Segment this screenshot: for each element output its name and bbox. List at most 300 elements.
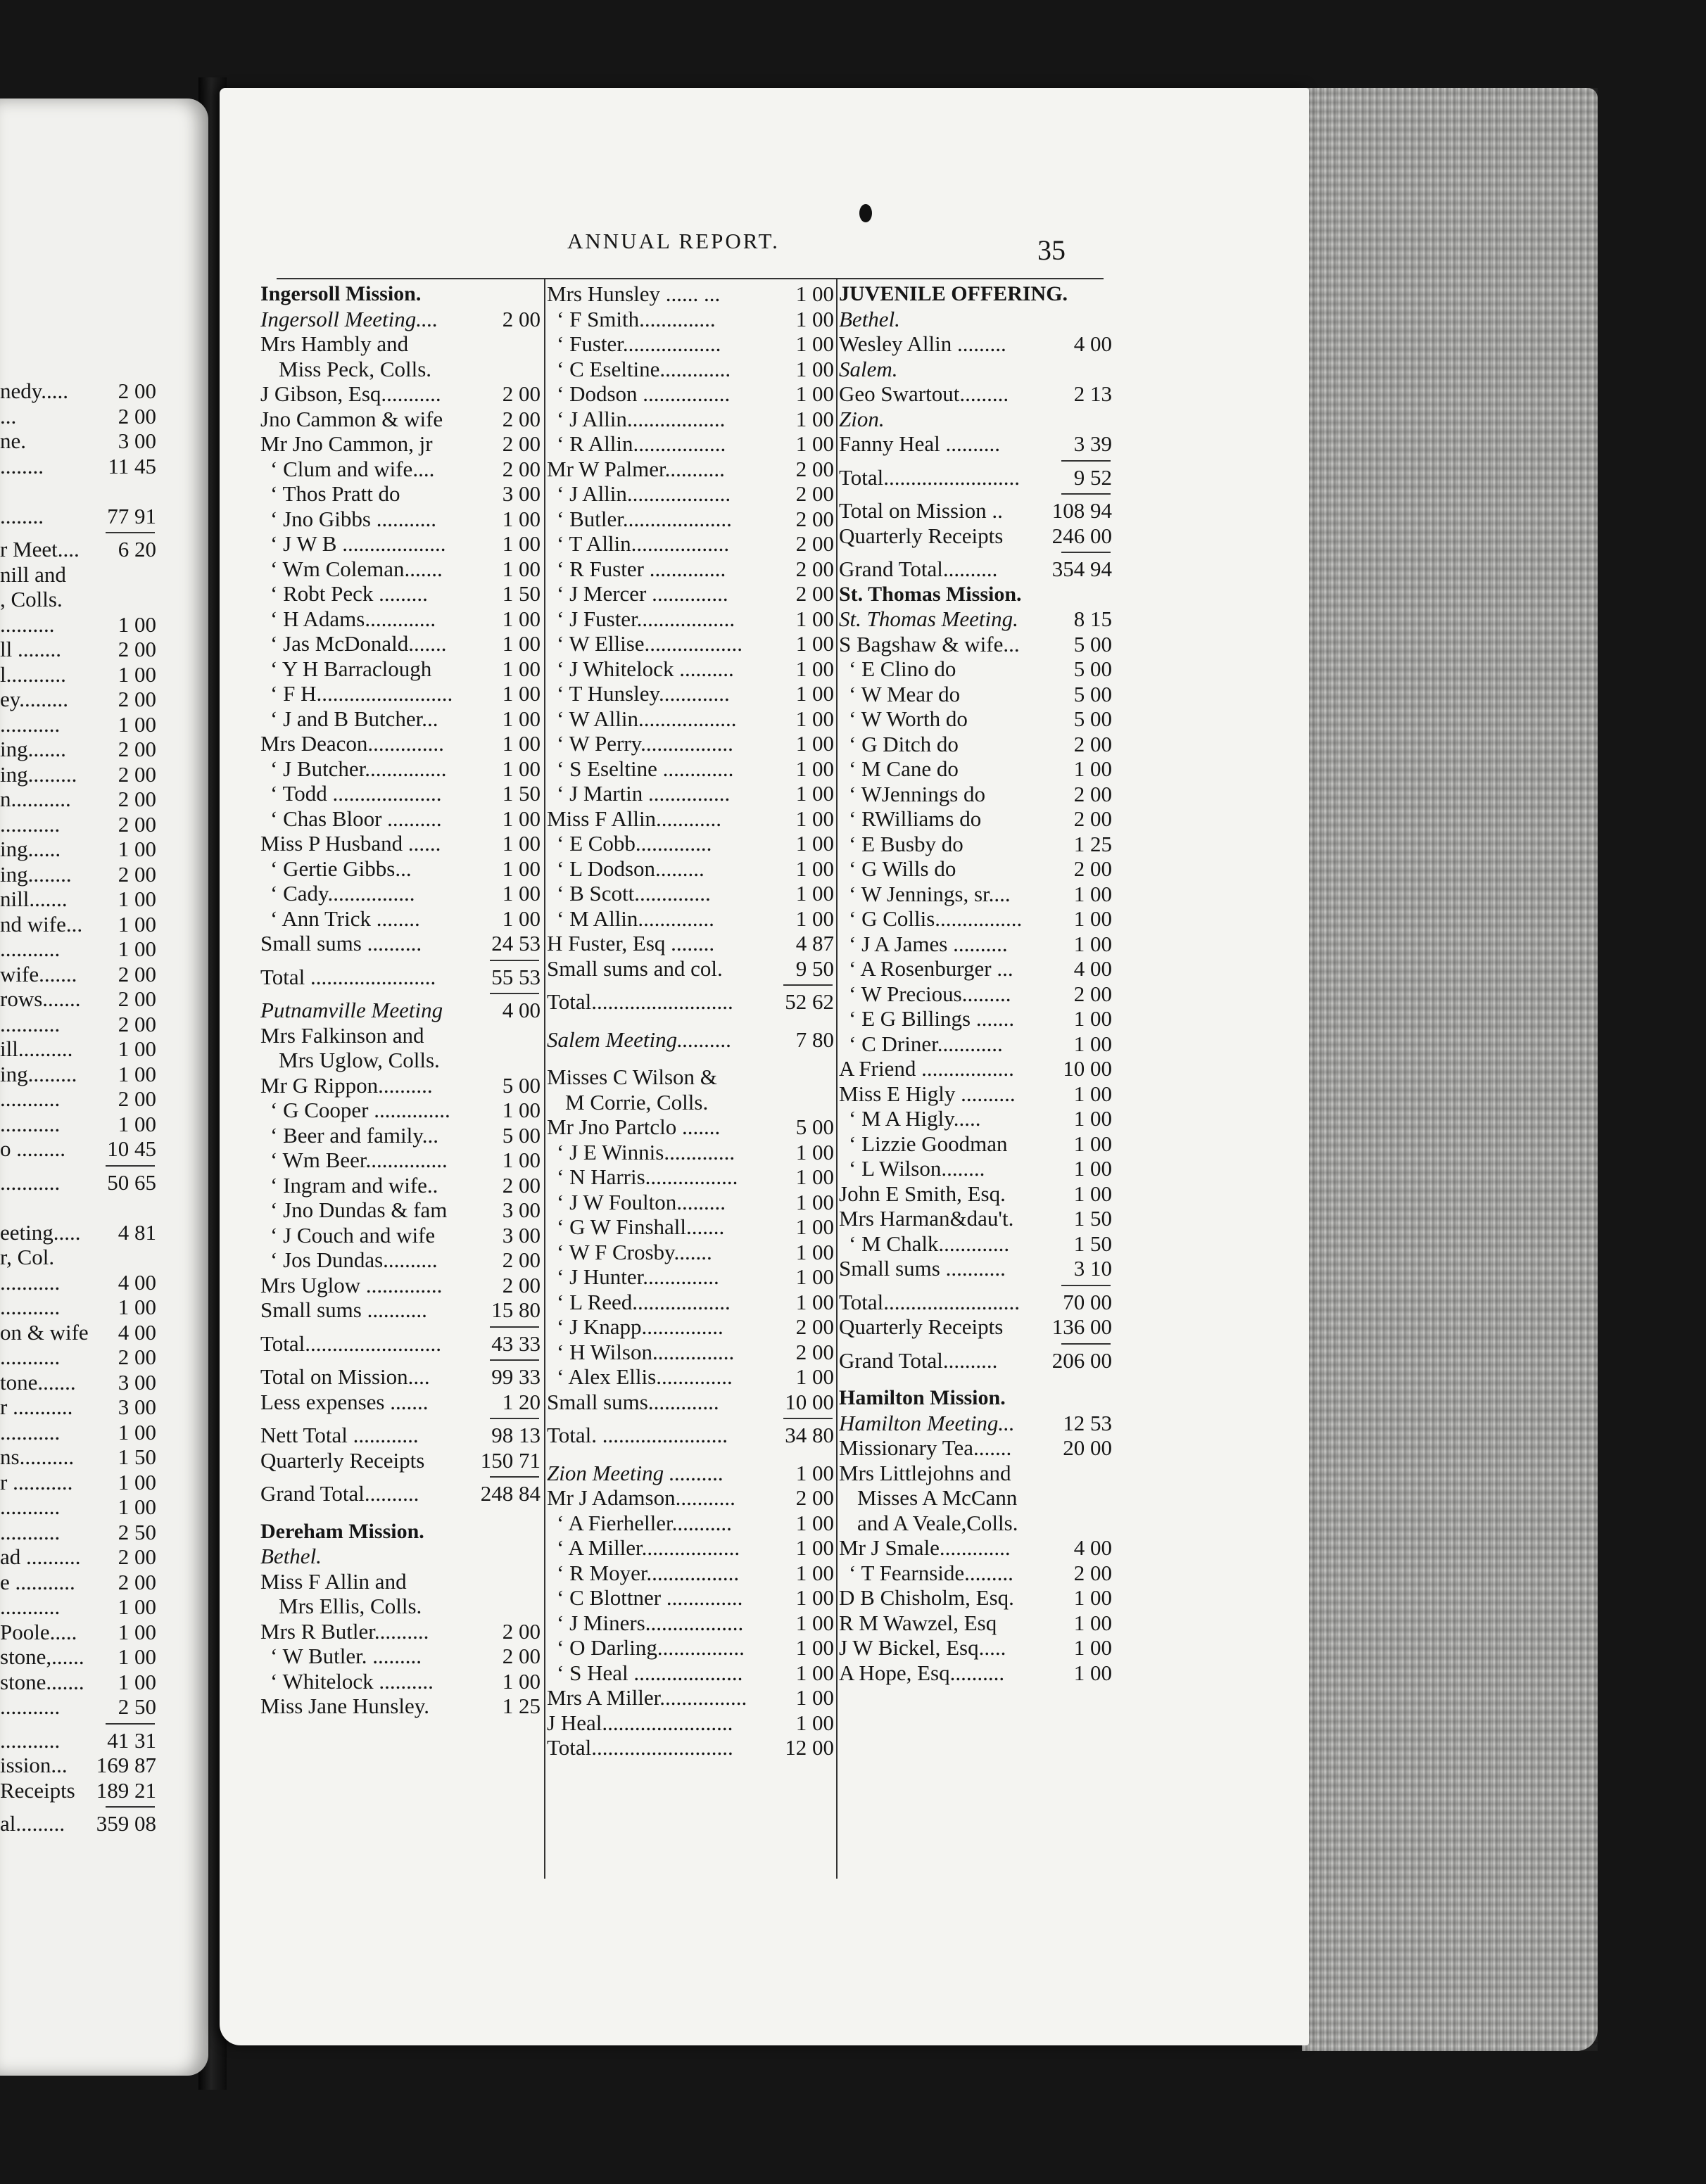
sum-rule — [260, 1323, 543, 1331]
entry-amount: 1 00 — [118, 1295, 156, 1319]
entry-label: ‘ J Knapp............... — [557, 1314, 724, 1339]
entry-label: ‘ W Precious......... — [849, 981, 1011, 1006]
ledger-row — [260, 1297, 543, 1323]
entry-amount: 99 33 — [491, 1364, 541, 1389]
entry-label: ing......... — [0, 1061, 77, 1086]
ledger-row — [547, 1485, 837, 1511]
entry-label: Zion Meeting .......... — [547, 1460, 724, 1485]
column-juvenile-stthomas-hamilton — [839, 281, 1115, 1685]
ledger-row — [839, 381, 1115, 407]
entry-amount: 1 00 — [1073, 1156, 1112, 1181]
ledger-row — [547, 631, 837, 656]
entry-label: Mr Jno Partclo ....... — [547, 1115, 721, 1139]
entry-label: Mr J Adamson........... — [547, 1485, 735, 1510]
entry-amount: 50 65 — [107, 1169, 156, 1195]
entry-amount: 2 00 — [118, 637, 156, 661]
entry-label: ‘ M Chalk............. — [849, 1231, 1010, 1256]
entry-label: ........... — [0, 1727, 61, 1753]
entry-amount: 2 00 — [502, 1172, 541, 1198]
entry-amount: 1 00 — [502, 731, 541, 756]
meeting-entry — [260, 307, 543, 332]
entry-label: nill....... — [0, 887, 68, 911]
entry-amount: 3 10 — [1073, 1256, 1112, 1281]
entry-amount: 4 81 — [118, 1219, 156, 1245]
ledger-row — [547, 1661, 837, 1686]
entry-amount: 1 00 — [795, 831, 834, 856]
entry-label: ‘ W Perry................. — [557, 731, 733, 756]
entry-label: ‘ J Mercer .............. — [557, 581, 728, 606]
entry-label: ‘ F Smith.............. — [557, 306, 716, 331]
entry-label: ‘ T Hunsley............. — [557, 681, 730, 706]
entry-label: Small sums and col. — [547, 956, 723, 981]
entry-amount: 1 00 — [1073, 1006, 1112, 1031]
entry-amount: 5 00 — [502, 1122, 541, 1148]
ledger-row — [0, 404, 159, 429]
entry-amount: 1 00 — [795, 1560, 834, 1585]
entry-label: nill and — [0, 561, 66, 587]
ledger-row — [260, 781, 543, 806]
entry-amount: 1 00 — [502, 1668, 541, 1694]
ledger-row — [0, 504, 159, 529]
entry-label: Mrs R Butler.......... — [260, 1618, 429, 1644]
ledger-row — [839, 956, 1115, 982]
entry-amount: 1 00 — [795, 1510, 834, 1535]
entry-label: ‘ M Allin.............. — [557, 906, 714, 931]
entry-amount: 9 50 — [795, 956, 834, 981]
entry-label: ........... — [0, 711, 61, 737]
entry-amount: 3 00 — [118, 1369, 156, 1395]
entry-amount: 246 00 — [1051, 523, 1112, 548]
entry-label: ing....... — [0, 737, 66, 761]
entry-label: Geo Swartout......... — [839, 381, 1009, 406]
ledger-row — [839, 1461, 1115, 1486]
entry-amount: 1 00 — [795, 1189, 834, 1214]
entry-label: ........... — [0, 811, 61, 837]
entry-label: ‘ Gertie Gibbs... — [270, 856, 412, 881]
ledger-row — [547, 1511, 837, 1536]
entry-amount: 1 00 — [1073, 756, 1112, 781]
ledger-row — [839, 1081, 1115, 1107]
entry-label: ‘ C Blottner .............. — [557, 1585, 743, 1610]
entry-label: Quarterly Receipts — [839, 523, 1004, 548]
ledger-row — [839, 882, 1115, 907]
sum-rule — [839, 1281, 1115, 1290]
entry-amount: 1 00 — [1073, 1181, 1112, 1206]
entry-label: ........... — [0, 1269, 61, 1295]
ledger-row — [0, 1136, 159, 1162]
entry-label: ‘ L Wilson........ — [849, 1156, 985, 1181]
entry-label: ‘ W F Crosby....... — [557, 1239, 712, 1264]
entry-amount: 1 00 — [795, 1139, 834, 1164]
spacer — [839, 1373, 1115, 1385]
entry-label: eeting..... — [0, 1219, 81, 1245]
entry-amount: 2 00 — [795, 1339, 834, 1364]
ledger-row — [547, 557, 837, 582]
ledger-row — [0, 1644, 159, 1670]
ledger-row — [0, 1753, 159, 1778]
ledger-row — [839, 982, 1115, 1007]
entry-label: ‘ Ann Trick ........ — [270, 906, 420, 931]
ink-blot — [859, 204, 872, 222]
ledger-row — [547, 331, 837, 357]
ledger-row — [0, 986, 159, 1012]
entry-amount: 1 00 — [1073, 906, 1112, 931]
entry-label: Misses A McCann — [857, 1485, 1018, 1510]
entry-label: Ingersoll Mission. — [260, 282, 422, 305]
entry-amount: 2 00 — [118, 1544, 156, 1569]
ledger-row — [547, 1735, 837, 1760]
ledger-row — [839, 832, 1115, 857]
entry-amount: 1 50 — [1073, 1206, 1112, 1231]
entry-label: Jno Cammon & wife — [260, 406, 443, 431]
entry-label: r, Col. — [0, 1245, 55, 1269]
ledger-row — [260, 1098, 543, 1123]
entry-amount: 1 00 — [795, 731, 834, 756]
ledger-row — [547, 1423, 837, 1448]
entry-label: Mrs Littlejohns and — [839, 1460, 1011, 1485]
entry-label: ne. — [0, 428, 27, 453]
entry-amount: 2 00 — [118, 986, 156, 1011]
ledger-row — [0, 687, 159, 712]
entry-label: A Hope, Esq.......... — [839, 1660, 1005, 1685]
ledger-row — [0, 862, 159, 887]
running-header: ANNUAL REPORT. — [567, 229, 780, 253]
entry-label: r ........... — [0, 1469, 73, 1494]
entry-label: Total on Mission.... — [260, 1364, 430, 1389]
ledger-row — [260, 706, 543, 732]
entry-amount: 1 00 — [502, 856, 541, 881]
ledger-row — [839, 732, 1115, 757]
entry-amount: 1 00 — [795, 1460, 834, 1485]
left-page-column — [0, 379, 159, 1836]
entry-amount: 1 00 — [795, 1239, 834, 1264]
ledger-row — [547, 1065, 837, 1090]
entry-label: , Colls. — [0, 587, 63, 611]
ledger-row — [839, 1348, 1115, 1373]
meeting-entry — [547, 1027, 837, 1053]
entry-amount: 1 00 — [502, 531, 541, 556]
entry-label: ‘ Lizzie Goodman — [849, 1131, 1008, 1156]
entry-label: ll ........ — [0, 637, 61, 661]
ledger-row — [260, 1423, 543, 1448]
entry-amount: 1 00 — [795, 1610, 834, 1635]
entry-amount: 1 00 — [502, 831, 541, 856]
entry-amount: 1 00 — [795, 1660, 834, 1685]
ledger-row — [839, 498, 1115, 523]
ledger-row — [839, 1511, 1115, 1536]
entry-amount: 6 20 — [118, 537, 156, 561]
ledger-row — [547, 531, 837, 557]
entry-label: John E Smith, Esq. — [839, 1181, 1006, 1206]
entry-label: ‘ J E Winnis............. — [557, 1139, 735, 1164]
ledger-row — [547, 431, 837, 457]
entry-amount: 1 00 — [1073, 1081, 1112, 1106]
ledger-row — [547, 1685, 837, 1710]
place-heading — [839, 357, 1115, 382]
entry-label: ‘ Jno Dundas & fam — [270, 1198, 448, 1222]
ledger-row — [260, 1223, 543, 1248]
entry-amount: 10 45 — [107, 1136, 156, 1161]
entry-amount: 8 15 — [1073, 607, 1112, 631]
ledger-row — [839, 1106, 1115, 1131]
entry-amount: 1 00 — [118, 937, 156, 961]
entry-label: H Fuster, Esq ........ — [547, 931, 715, 956]
ledger-row — [260, 531, 543, 557]
sum-rule — [260, 1473, 543, 1481]
ledger-row — [0, 762, 159, 787]
entry-label: ........... — [0, 1111, 61, 1136]
entry-label: ‘ W Mear do — [849, 681, 961, 706]
spacer — [547, 1052, 837, 1065]
entry-amount: 248 84 — [480, 1481, 541, 1506]
ledger-row — [839, 706, 1115, 732]
ledger-row — [0, 962, 159, 987]
entry-label: l........... — [0, 661, 66, 687]
entry-label: Total. ....................... — [547, 1423, 728, 1447]
entry-label: ‘ C Eseltine............. — [557, 356, 731, 381]
ledger-row — [260, 756, 543, 782]
entry-label: Putnamville Meeting — [260, 998, 443, 1022]
entry-amount: 1 00 — [118, 1619, 156, 1644]
entry-label: ‘ Butler.................... — [557, 506, 732, 531]
ledger-row — [0, 1811, 159, 1836]
entry-amount: 2 00 — [795, 531, 834, 556]
entry-label: ‘ E Clino do — [849, 656, 956, 681]
entry-label: ‘ J Martin ............... — [557, 781, 731, 806]
ledger-row — [547, 1585, 837, 1611]
entry-amount: 1 00 — [795, 1535, 834, 1560]
entry-amount: 2 00 — [118, 861, 156, 887]
entry-label: ‘ L Reed.................. — [557, 1289, 731, 1314]
entry-amount: 5 00 — [1073, 631, 1112, 656]
entry-amount: 1 00 — [795, 656, 834, 681]
ledger-row — [0, 937, 159, 962]
entry-amount: 3 39 — [1073, 431, 1112, 456]
entry-label: ‘ J Couch and wife — [270, 1222, 436, 1247]
entry-label: Mr J Smale............. — [839, 1535, 1011, 1560]
ledger-row — [547, 806, 837, 832]
entry-label: ‘ Wm Coleman....... — [270, 556, 443, 581]
ledger-row — [839, 782, 1115, 807]
ledger-row — [0, 1494, 159, 1520]
spacer — [547, 1015, 837, 1027]
entry-label: ‘ L Dodson......... — [557, 856, 704, 881]
entry-amount: 1 00 — [502, 756, 541, 781]
entry-label: ........... — [0, 1295, 61, 1319]
ledger-row — [547, 481, 837, 507]
entry-amount: 1 00 — [795, 431, 834, 456]
entry-label: Salem Meeting.......... — [547, 1027, 732, 1052]
entry-label: ‘ Thos Pratt do — [270, 481, 400, 506]
entry-amount: 1 00 — [1073, 1635, 1112, 1660]
ledger-row — [547, 1190, 837, 1215]
entry-label: Small sums ........... — [839, 1256, 1006, 1281]
entry-amount: 1 00 — [795, 856, 834, 881]
entry-amount: 1 00 — [118, 1669, 156, 1694]
entry-amount: 1 00 — [795, 306, 834, 331]
entry-label: Poole..... — [0, 1619, 77, 1644]
entry-label: ........... — [0, 1494, 61, 1519]
entry-amount: 1 00 — [1073, 1585, 1112, 1610]
entry-label: ........... — [0, 1694, 61, 1719]
entry-label: nedy..... — [0, 379, 68, 403]
entry-label: ‘ G W Finshall....... — [557, 1214, 725, 1239]
ledger-row — [547, 457, 837, 482]
entry-amount: 34 80 — [785, 1423, 834, 1447]
entry-label: Zion. — [839, 406, 885, 431]
entry-amount: 2 00 — [502, 431, 541, 456]
entry-label: ‘ Y H Barraclough — [270, 656, 432, 681]
ledger-row — [260, 1390, 543, 1415]
entry-amount: 1 00 — [795, 281, 834, 306]
entry-amount: 3 00 — [502, 1222, 541, 1247]
entry-label: ........... — [0, 1086, 61, 1111]
ledger-row — [547, 989, 837, 1015]
entry-amount: 354 94 — [1051, 557, 1112, 581]
entry-amount: 1 00 — [795, 381, 834, 406]
ledger-row — [0, 1062, 159, 1087]
entry-label: ‘ H Wilson............... — [557, 1339, 735, 1364]
entry-label: on & wife — [0, 1319, 89, 1345]
entry-label: Hamilton Meeting... — [839, 1410, 1015, 1435]
entry-label: ........... — [0, 1519, 61, 1544]
entry-label: Quarterly Receipts — [839, 1314, 1004, 1339]
entry-label: Mrs Deacon.............. — [260, 731, 444, 756]
entry-label: ‘ J Butcher............... — [270, 756, 447, 781]
entry-amount: 1 00 — [118, 611, 156, 637]
ledger-row — [260, 965, 543, 990]
ledger-row — [547, 831, 837, 856]
entry-amount: 2 00 — [118, 687, 156, 711]
entry-amount: 1 00 — [118, 1036, 156, 1061]
entry-amount: 1 00 — [1073, 1610, 1112, 1635]
ledger-row — [0, 887, 159, 912]
ledger-row — [0, 1036, 159, 1062]
entry-amount: 3 00 — [118, 428, 156, 453]
entry-label: ........... — [0, 1345, 61, 1369]
ledger-row — [0, 454, 159, 479]
entry-label: ‘ E G Billings ....... — [849, 1006, 1015, 1031]
entry-amount: 4 00 — [118, 1269, 156, 1295]
ledger-row — [547, 1090, 837, 1115]
place-heading — [839, 407, 1115, 432]
entry-label: A Friend ................. — [839, 1056, 1014, 1081]
ledger-row — [0, 1345, 159, 1370]
entry-label: ‘ B Scott.............. — [557, 881, 711, 906]
ledger-row — [260, 806, 543, 832]
ledger-row — [260, 331, 543, 357]
ledger-row — [260, 581, 543, 607]
entry-amount: 43 33 — [491, 1331, 541, 1356]
ledger-row — [839, 1585, 1115, 1611]
section-heading — [839, 1385, 1115, 1411]
entry-label: .......... — [0, 611, 55, 637]
page-edges — [1302, 88, 1598, 2051]
ledger-row — [0, 837, 159, 862]
entry-label: Small sums ........... — [260, 1297, 427, 1322]
entry-amount: 2 00 — [502, 456, 541, 481]
entry-amount: 1 00 — [795, 756, 834, 781]
entry-label: ‘ WJennings do — [849, 781, 986, 806]
entry-amount: 1 00 — [502, 1148, 541, 1172]
entry-label: Small sums .......... — [260, 931, 422, 956]
section-heading — [839, 582, 1115, 607]
ledger-row — [260, 431, 543, 457]
entry-label: ........... — [0, 1594, 61, 1619]
entry-label: ‘ Whitelock .......... — [270, 1668, 434, 1694]
ledger-row — [547, 1710, 837, 1736]
entry-label: ‘ G Ditch do — [849, 731, 959, 756]
sum-rule — [547, 981, 837, 989]
entry-label: ‘ Beer and family... — [270, 1122, 439, 1148]
ledger-row — [547, 1611, 837, 1636]
meeting-entry — [839, 607, 1115, 632]
ledger-row — [839, 1561, 1115, 1586]
entry-label: ‘ J W B ................... — [270, 531, 446, 556]
ledger-row — [0, 912, 159, 937]
entry-label: Mrs Ellis, Colls. — [279, 1594, 422, 1618]
ledger-row — [839, 1661, 1115, 1686]
ledger-row — [0, 587, 159, 612]
entry-amount: 1 00 — [795, 1710, 834, 1735]
ledger-row — [0, 1520, 159, 1545]
entry-amount: 77 91 — [107, 503, 156, 528]
entry-amount: 1 00 — [118, 887, 156, 911]
ledger-row — [0, 1370, 159, 1395]
entry-amount: 3 00 — [502, 481, 541, 506]
ledger-row — [260, 1669, 543, 1694]
ledger-row — [839, 1181, 1115, 1207]
ledger-row — [547, 681, 837, 706]
entry-label: ‘ O Darling................ — [557, 1635, 745, 1660]
ledger-row — [0, 787, 159, 812]
entry-amount: 1 00 — [795, 1164, 834, 1189]
ledger-row — [547, 1364, 837, 1390]
entry-label: ‘ J Allin.................. — [557, 406, 726, 431]
entry-amount: 2 00 — [118, 1086, 156, 1111]
entry-amount: 4 00 — [502, 998, 541, 1022]
entry-amount: 1 00 — [502, 906, 541, 931]
entry-label: Total ....................... — [260, 964, 436, 989]
entry-label: J Gibson, Esq........... — [260, 381, 441, 406]
ledger-row — [839, 1611, 1115, 1636]
entry-label: ........... — [0, 1169, 61, 1195]
entry-amount: 1 00 — [1073, 881, 1112, 906]
entry-amount: 1 00 — [795, 1364, 834, 1389]
ledger-row — [0, 1778, 159, 1803]
ledger-row — [260, 631, 543, 656]
entry-amount: 2 00 — [1073, 781, 1112, 806]
ledger-row — [839, 523, 1115, 549]
entry-label: Miss Peck, Colls. — [279, 356, 432, 381]
entry-amount: 1 00 — [502, 556, 541, 581]
ledger-row — [839, 431, 1115, 457]
entry-amount: 1 00 — [118, 1644, 156, 1669]
entry-amount: 3 00 — [502, 1198, 541, 1222]
entry-label: Fanny Heal .......... — [839, 431, 1001, 456]
ledger-row — [547, 507, 837, 532]
entry-label: ‘ M Cane do — [849, 756, 959, 781]
ledger-row — [839, 806, 1115, 832]
sum-rule — [839, 548, 1115, 557]
page-number: 35 — [1037, 234, 1066, 266]
column-ingersoll-dereham — [260, 281, 543, 1719]
entry-amount: 2 00 — [502, 1618, 541, 1644]
sum-rule — [260, 989, 543, 998]
ledger-row — [547, 1340, 837, 1365]
entry-amount: 98 13 — [491, 1423, 541, 1447]
entry-amount: 1 00 — [795, 1289, 834, 1314]
